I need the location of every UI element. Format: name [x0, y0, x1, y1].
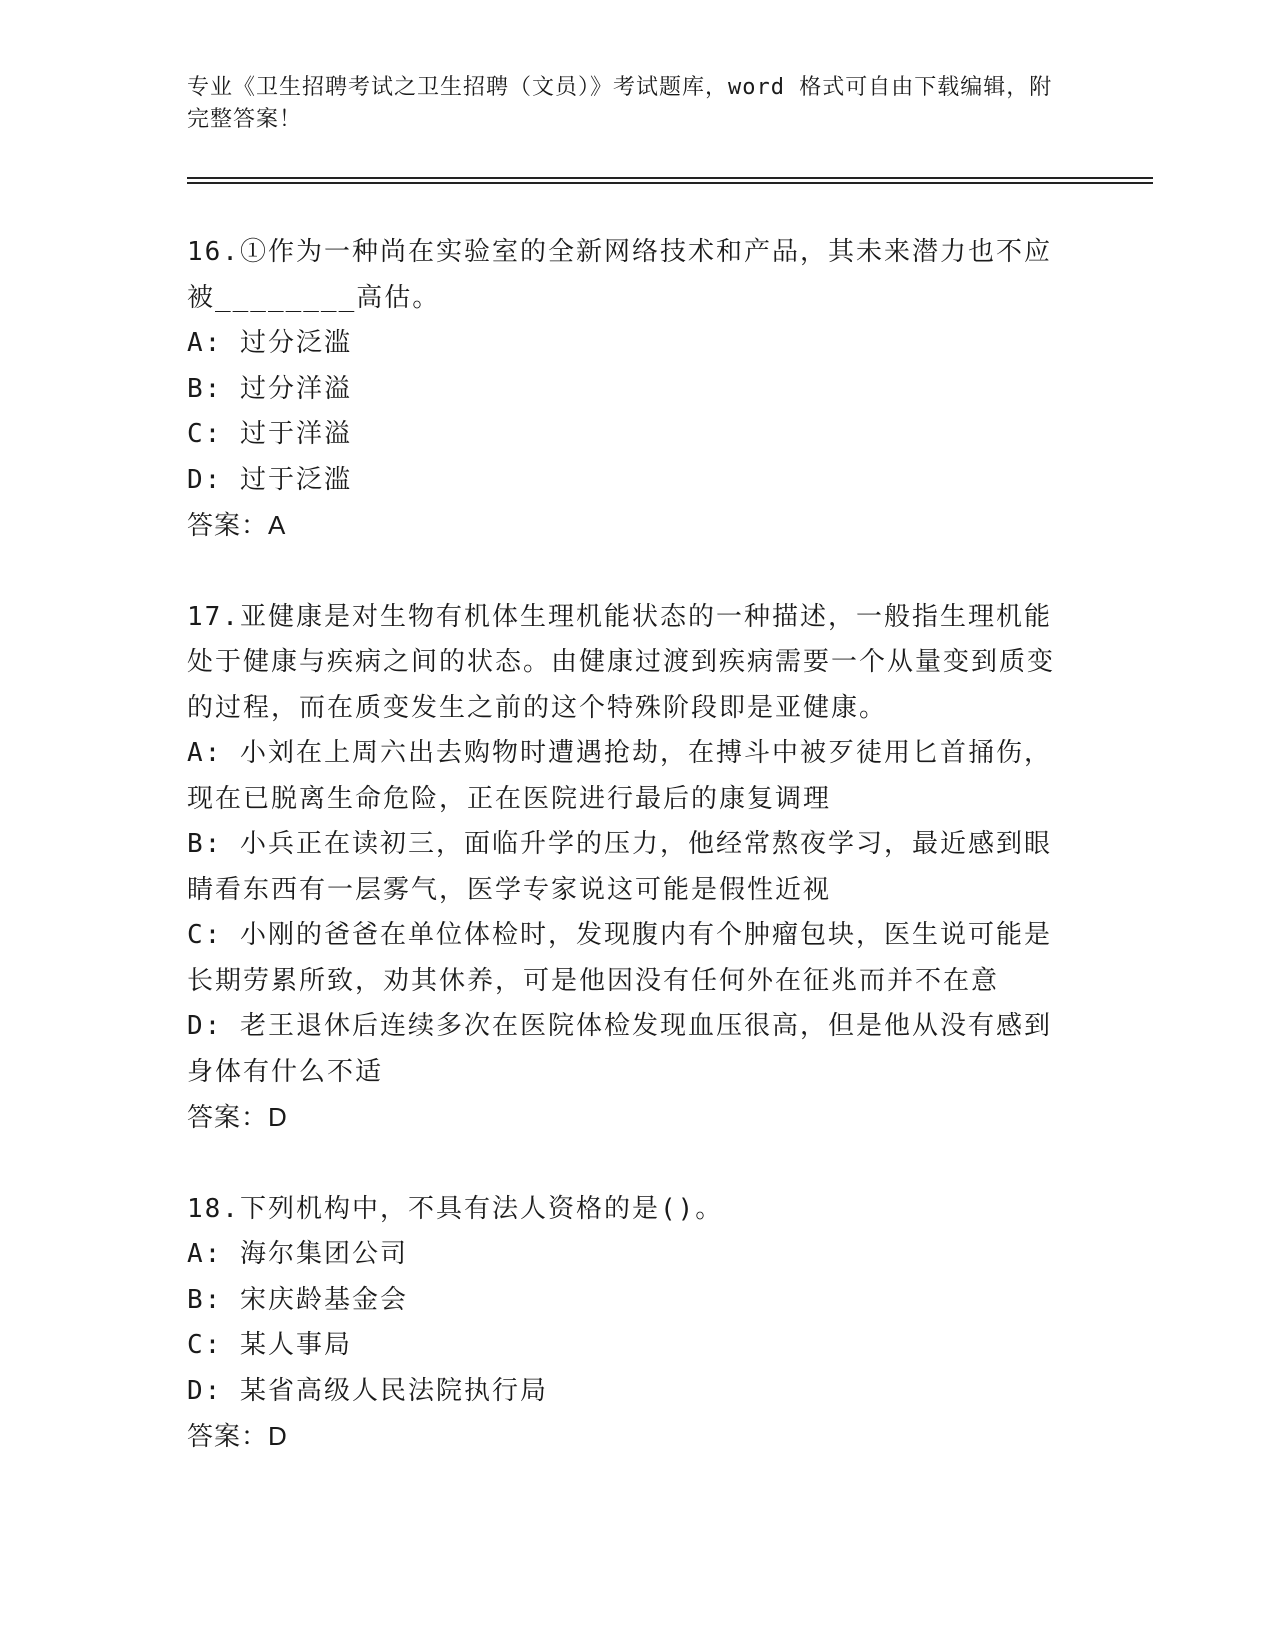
answer-line: 答案：A [187, 510, 287, 540]
option-d: D: 某省高级人民法院执行局 [187, 1375, 548, 1406]
option-a: A: 海尔集团公司 [187, 1239, 408, 1269]
answer-line: 答案：D [187, 1102, 288, 1132]
question-stem: 17.亚健康是对生物有机体生理机能状态的一种描述，一般指生理机能处于健康与疾病之间的状态。由健康过渡到疾病需要一个从量变到质变的过程，而在质变发生之前的这个特殊阶段即是亚健康。 [187, 601, 1056, 723]
question-stem: 16.①作为一种尚在实验室的全新网络技术和产品，其未来潜力也不应被________高估。 [187, 237, 1052, 313]
option-a: A: 过分泛滥 [187, 328, 352, 358]
option-a: A: 小刘在上周六出去购物时遭遇抢劫，在搏斗中被歹徒用匕首捅伤，现在已脱离生命危险，正在医院进行最后的康复调理 [187, 738, 1052, 814]
header-divider-bottom [187, 182, 1153, 184]
question-stem: 18.下列机构中，不具有法人资格的是()。 [187, 1193, 724, 1224]
option-b: B: 过分洋溢 [187, 373, 352, 404]
question-17 [187, 595, 1067, 1141]
option-c: C: 小刚的爸爸在单位体检时，发现腹内有个肿瘤包块，医生说可能是长期劳累所致，劝其休养，可是他因没有任何外在征兆而并不在意 [187, 920, 1052, 996]
document-header: 专业《卫生招聘考试之卫生招聘（文员）》考试题库，word 格式可自由下载编辑，附完整答案！ [187, 75, 1053, 132]
option-d: D: 老王退休后连续多次在医院体检发现血压很高，但是他从没有感到身体有什么不适 [187, 1011, 1052, 1087]
option-c: C: 过于洋溢 [187, 419, 352, 449]
question-list [187, 230, 1067, 1506]
option-d: D: 过于泛滥 [187, 464, 352, 495]
question-16 [187, 230, 1067, 549]
option-c: C: 某人事局 [187, 1330, 352, 1360]
option-b: B: 宋庆龄基金会 [187, 1284, 408, 1315]
header-divider-top [187, 177, 1153, 179]
answer-line: 答案：D [187, 1421, 288, 1451]
question-18 [187, 1187, 1067, 1460]
option-b: B: 小兵正在读初三，面临升学的压力，他经常熬夜学习，最近感到眼睛看东西有一层雾气，医学专家说这可能是假性近视 [187, 829, 1052, 905]
